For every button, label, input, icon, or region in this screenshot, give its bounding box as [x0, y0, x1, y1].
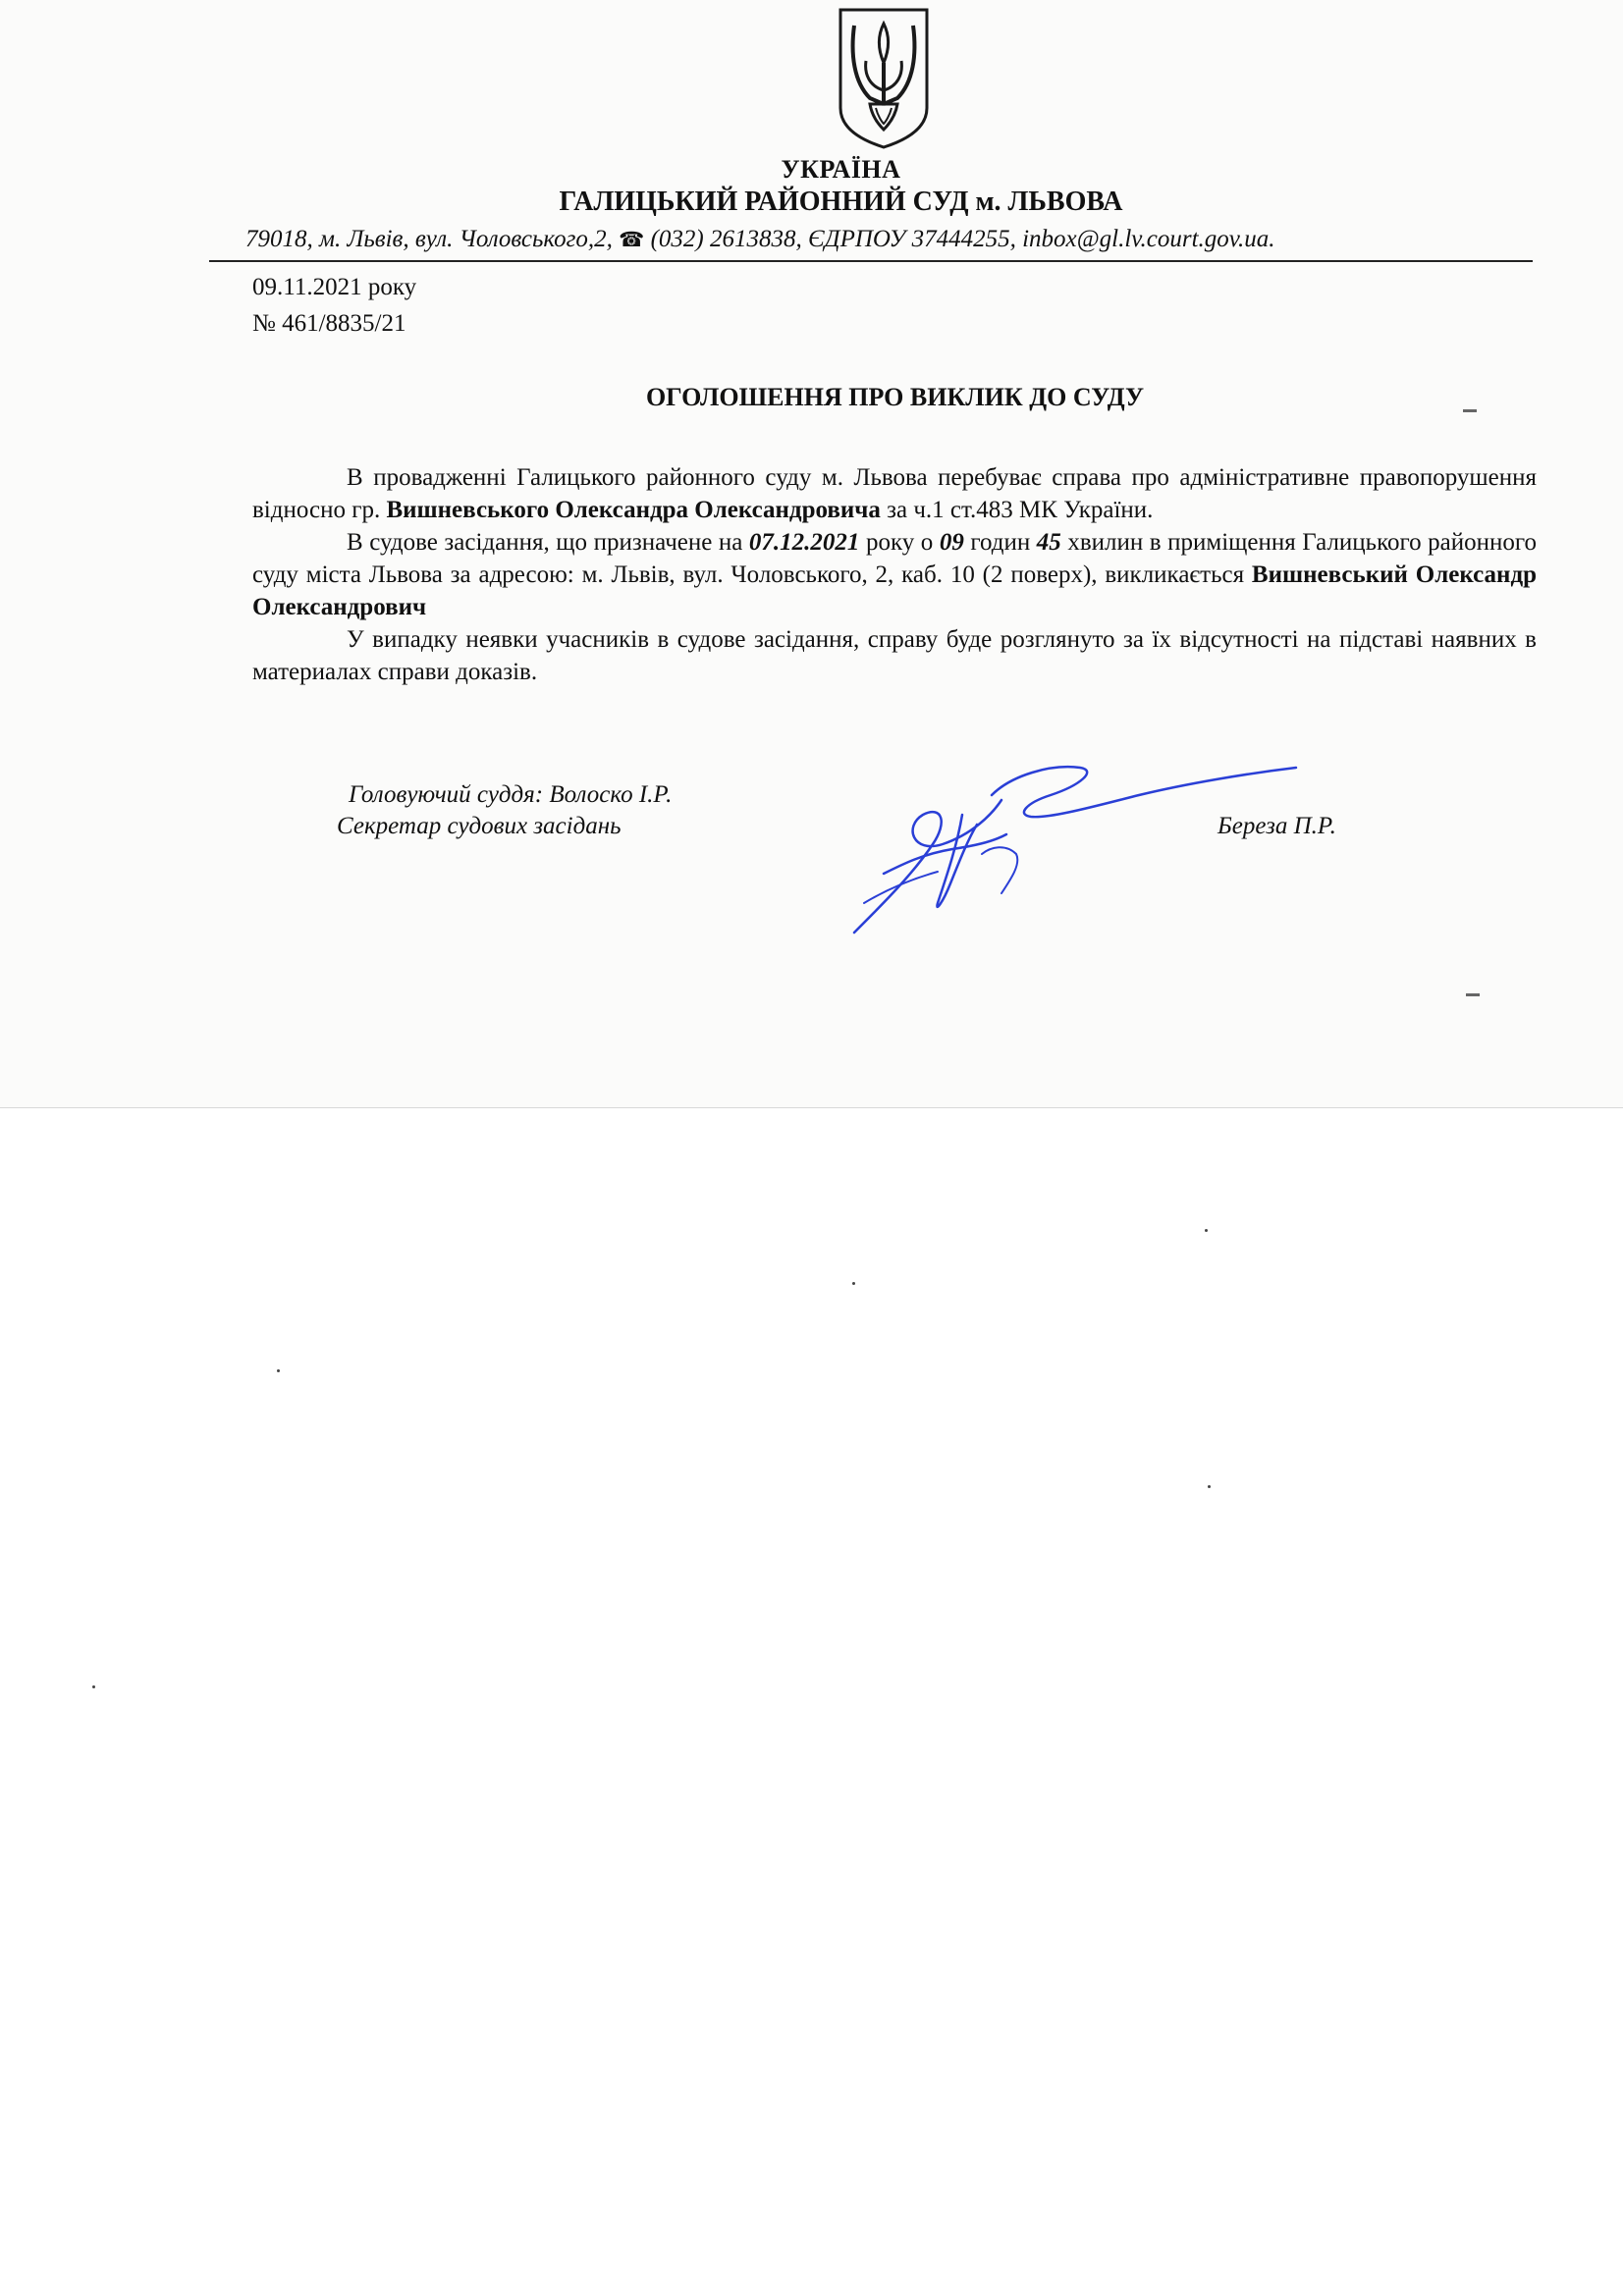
hearing-minutes: 45: [1036, 529, 1061, 556]
scan-speck: [277, 1369, 280, 1372]
scan-speck: [1205, 1229, 1208, 1232]
scanned-document: [0, 0, 1623, 1108]
secretary-label: Секретар судових засідань: [337, 813, 622, 839]
case-number: № 461/8835/21: [252, 310, 406, 337]
announcement-body: [252, 461, 1537, 688]
phone-icon: ☎: [619, 228, 645, 251]
text: за ч.1 ст.483 МК України.: [880, 497, 1154, 523]
text: годин: [963, 529, 1037, 556]
presiding-judge: Головуючий суддя: Волоско І.Р.: [349, 781, 673, 808]
text: року о: [859, 529, 940, 556]
scan-artifact: [1466, 993, 1480, 996]
country-name: УКРАЇНА: [781, 155, 901, 184]
trident-icon: [833, 6, 935, 151]
text: В провадженні Галицького районного суду м. Львова перебуває справа про адміністративне правопорушення відносно гр.: [252, 464, 1537, 523]
court-name: ГАЛИЦЬКИЙ РАЙОННИЙ СУД м. ЛЬВОВА: [559, 187, 1123, 217]
document-date: 09.11.2021 року: [252, 274, 417, 300]
defendant-name: Вишневського Олександра Олександровича: [386, 497, 881, 523]
scan-speck: [92, 1685, 95, 1688]
paragraph-hearing: [252, 526, 1537, 623]
court-address: [245, 226, 1275, 253]
paragraph-proceedings: [252, 461, 1537, 526]
document-title: ОГОЛОШЕННЯ ПРО ВИКЛИК ДО СУДУ: [645, 383, 1145, 411]
scan-speck: [852, 1282, 855, 1285]
text: В судове засідання, що призначене на: [347, 529, 749, 556]
paragraph-absence: У випадку неявки учасників в судове засідання, справу буде розглянуто за їх відсутності на підставі наявних в материалах справи доказів.: [252, 626, 1537, 685]
scan-artifact: [1463, 409, 1477, 412]
address-part: 79018, м. Львів, вул. Чоловського,2,: [245, 226, 613, 252]
hearing-hours: 09: [939, 529, 964, 556]
text: хвилин в приміщення Галицького районного суду міста Львова за адресою: м. Львів, вул. Чоловського, 2, каб. 10 (2 поверх), викликається: [252, 529, 1537, 588]
header-divider: [209, 260, 1533, 262]
scan-speck: [1208, 1485, 1211, 1488]
summoned-name: Вишневський Олександр Олександрович: [252, 561, 1537, 620]
contacts-part: (032) 2613838, ЄДРПОУ 37444255, inbox@gl.lv.court.gov.ua.: [650, 226, 1275, 252]
hearing-date: 07.12.2021: [748, 529, 860, 556]
handwritten-signature: [844, 756, 1306, 942]
secretary-name: Береза П.Р.: [1217, 813, 1336, 839]
